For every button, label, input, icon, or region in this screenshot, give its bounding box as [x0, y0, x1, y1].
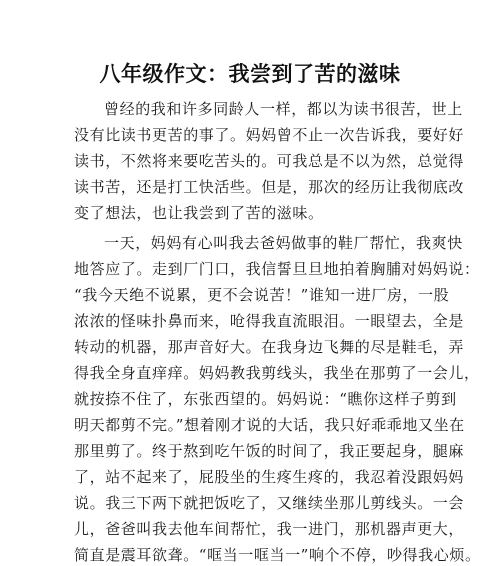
paragraph-2-line-12: 儿，爸爸叫我去他车间帮忙，我一进门，那机器声更大，: [74, 520, 465, 538]
paragraph-2-line-7: 就按捺不住了，东张西望的。妈妈说：“瞧你这样子剪到: [74, 390, 457, 408]
paragraph-2-line-6: 得我全身直痒痒。妈妈教我剪线头，我坐在那剪了一会儿，: [74, 364, 480, 382]
paragraph-2-line-1: 一天，妈妈有心叫我去爸妈做事的鞋厂帮忙，我爽快: [104, 234, 463, 252]
paragraph-1-line-1: 曾经的我和许多同龄人一样，都以为读书很苦，世上: [104, 100, 463, 118]
paragraph-2-line-9: 那里剪了。终于熬到吃午饭的时间了，我正要起身，腿麻: [74, 442, 465, 460]
paragraph-2-line-8: 明天都剪不完。”想着刚才说的大话，我只好乖乖地又坐在: [74, 416, 465, 434]
paragraph-2-line-3: “我今天绝不说累，更不会说苦！”谁知一进厂房，一股: [74, 286, 450, 304]
paragraph-1-line-2: 没有比读书更苦的事了。妈妈曾不止一次告诉我，要好好: [74, 126, 465, 144]
paragraph-1-line-5: 变了想法，也让我尝到了苦的滋味。: [74, 204, 324, 222]
paragraph-2-line-11: 说。我三下两下就把饭吃了，又继续坐那儿剪线头。一会: [74, 494, 465, 512]
paragraph-2-line-5: 转动的机器，那声音好大。在我身边飞舞的尽是鞋毛，弄: [74, 338, 465, 356]
document-title: 八年级作文：我尝到了苦的滋味: [99, 61, 401, 86]
paragraph-2-line-2: 地答应了。走到厂门口，我信誓旦旦地拍着胸脯对妈妈说：: [74, 260, 480, 278]
paragraph-2-line-4: 浓浓的怪味扑鼻而来，呛得我直流眼泪。一眼望去，全是: [74, 312, 465, 330]
paragraph-1-line-3: 读书，不然将来要吃苦头的。可我总是不以为然，总觉得: [74, 152, 465, 170]
paragraph-2-line-10: 了，站不起来了，屁股坐的生疼生疼的，我忍着没跟妈妈: [74, 468, 465, 486]
paragraph-1-line-4: 读书苦，还是打工快活些。但是，那次的经历让我彻底改: [74, 178, 465, 196]
paragraph-2-line-13: 简直是震耳欲聋。“哐当一哐当一”响个不停，吵得我心烦。: [74, 546, 481, 564]
